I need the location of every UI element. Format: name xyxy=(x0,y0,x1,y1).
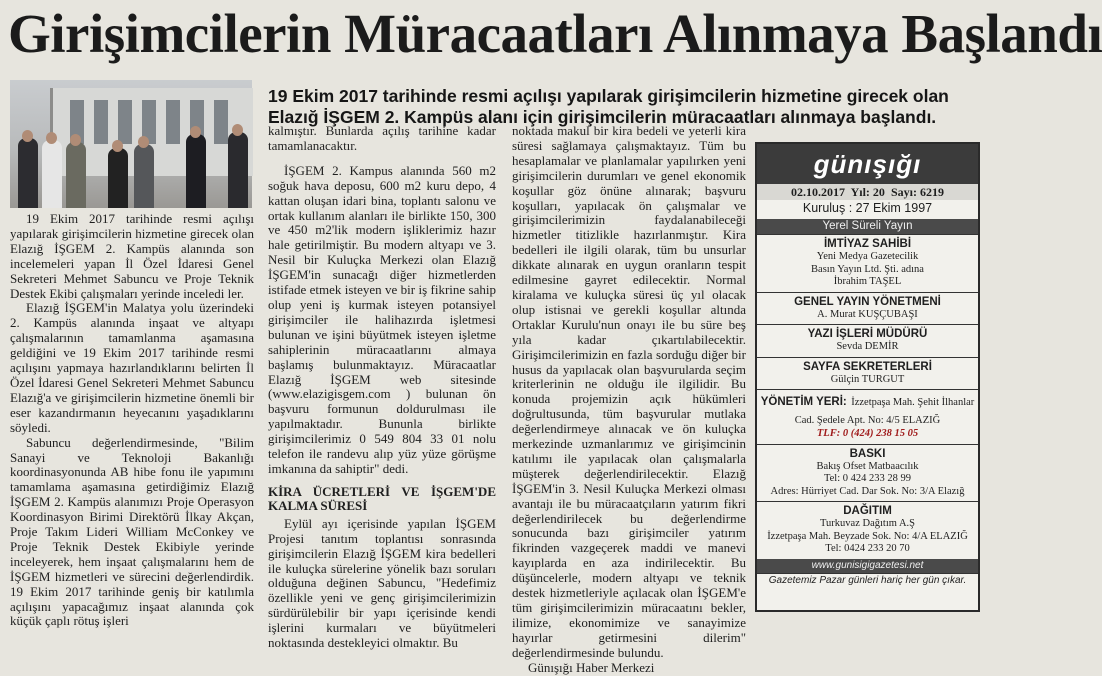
paragraph: kalmıştır. Bunlarda açılış tarihine kadar tamamlanacaktır. xyxy=(268,123,496,153)
section-heading: KİRA ÜCRETLERİ VE İŞGEM'DE KALMA SÜRESİ xyxy=(268,483,496,513)
photo-person xyxy=(18,138,38,208)
office-title: YÖNETİM YERİ: xyxy=(760,396,847,408)
photo-person-head xyxy=(190,126,201,138)
publication-note: Gazetemiz Pazar günleri hariç her gün çıkar. xyxy=(757,573,978,587)
photo-person-head xyxy=(70,134,81,146)
owner-line: Yeni Medya Gazetecilik xyxy=(816,251,919,262)
print-address: Adres: Hürriyet Cad. Dar Sok. No: 3/A Elazığ xyxy=(770,485,965,497)
paragraph: Sabuncu değerlendirmesinde, "Bilim Sanayi ve Teknoloji Bakanlığı koordinasyonunda AB hibe fonu ile yapımını tamamlama aşamasına getirdiğimiz Elazığ İŞGEM 2. Kampüs alanımızı Proje Operasyon Koordinasyon Birimi Direktörü İlkay Akçan, Proje Takım Lideri William McConkey ve Proje Teknik Destek Ekibiyle yerinde inceleyerek, hem inşaat çalışmalarını hem de İŞGEM hizmetleri ve sürecini değerlendirdik. 19 Ekim 2017 tarihinde geniş bir katılımla açılışını yapacağımız inşaat alanında çok küçük çaplı rötuş işleri xyxy=(10,434,254,629)
photo-window xyxy=(118,100,132,144)
masthead-box xyxy=(755,142,980,612)
website: www.gunisigigazetesi.net xyxy=(757,559,978,573)
page-secretary-section xyxy=(757,357,978,390)
page-secretary-title: SAYFA SEKRETERLERİ xyxy=(803,360,932,373)
editor-title: YAZI İŞLERİ MÜDÜRÜ xyxy=(807,328,928,340)
owner-section xyxy=(757,234,978,292)
issue-year: Yıl: 20 xyxy=(850,185,885,199)
photo-person xyxy=(186,134,206,208)
photo-window xyxy=(166,100,180,144)
news-photo xyxy=(10,80,252,208)
editor-section xyxy=(757,324,978,357)
byline: Günışığı Haber Merkezi xyxy=(528,659,655,675)
photo-person-head xyxy=(22,130,33,142)
distribution-phone: Tel: 0424 233 20 70 xyxy=(825,543,910,554)
photo-person xyxy=(134,144,154,208)
newspaper-logo: günışığı xyxy=(757,144,978,184)
issue-info xyxy=(757,184,978,200)
office-phone: TLF: 0 (424) 238 15 05 xyxy=(816,428,919,439)
general-manager-name: A. Murat KUŞÇUBAŞI xyxy=(817,308,918,320)
print-title: BASKI xyxy=(849,447,886,460)
editor-name: Sevda DEMİR xyxy=(836,341,899,352)
paragraph: İŞGEM 2. Kampus alanında 560 m2 soğuk hava deposu, 600 m2 kuru depo, 4 kattan oluşan idari bina, toplantı salonu ve ortak kullanım alanları ile birlikte 150, 300 ve 450 m2'lik modern işliklerimiz hazır hale getirilmiştir. Bu modern altyapı ve 3. Nesil bir Kuluçka Merkezi olan Elazığ İŞGEM'in sunacağı diğer hizmetlerden istifade etmek isteyen ve bir iş fikrine sahip olup yeni iş kurmak isteyen potansiyel girişimciler ile halihazırda işletmesi bulunan ve işini büyütmek isteyen işletme sahiplerinin müracaatlarını almaya başlamış bulunmaktayız. Müracaatlar Elazığ İŞGEM web sitesinde (www.elazigisgem.com ) bulunan ön başvuru formunun doldurulması ile yapılmaktadır. Bununla birlikte girişimcilerimiz 0 549 804 33 01 nolu telefon ile randevu alıp yüz yüze görüşme imkanına da sahiptir" dedi. xyxy=(268,162,496,476)
owner-line: Basın Yayın Ltd. Şti. adına xyxy=(811,263,924,275)
print-section xyxy=(757,444,978,502)
photo-person xyxy=(228,132,248,208)
article-column-2 xyxy=(268,123,496,651)
issue-number: Sayı: 6219 xyxy=(890,185,944,199)
photo-person xyxy=(108,148,128,208)
photo-person xyxy=(42,140,62,208)
general-manager-section xyxy=(757,292,978,325)
photo-person-head xyxy=(112,140,123,152)
photo-window xyxy=(214,100,228,144)
print-name: Bakış Ofset Matbaacılık xyxy=(816,460,919,472)
photo-person-head xyxy=(232,124,243,136)
distribution-section xyxy=(757,501,978,559)
print-phone: Tel: 0 424 233 28 99 xyxy=(823,473,912,484)
photo-window xyxy=(94,100,108,144)
subheadline: 19 Ekim 2017 tarihinde resmi açılışı yapılarak girişimcilerin hizmetine girecek olan Elazığ İŞGEM 2. Kampüs alanı için girişimcilerin müracaatları alınmaya başlandı. xyxy=(268,86,949,127)
photo-person-head xyxy=(138,136,149,148)
office-section xyxy=(757,389,978,444)
headline: Girişimcilerin Müracaatları Alınmaya Başlandı xyxy=(8,3,1102,64)
tagline: Yerel Süreli Yayın xyxy=(757,219,978,234)
photo-person-head xyxy=(46,132,57,144)
paragraph: Eylül ayı içerisinde yapılan İŞGEM Projesi tanıtım toplantısı sonrasında girişimcilerin Elazığ İŞGEM kira bedelleri ile kuluçka sürelerine yönelik bazı soruları olduğuna değinen Sabuncu, "Hedefimiz özellikle yeni ve genç girişimcilerimizin sürdürülebilir bir yapı içerisinde kendi işlerini kurmaları ve büyütmeleri noktasında destekleyici olmaktır. Bu xyxy=(268,515,496,651)
distribution-title: DAĞITIM xyxy=(843,505,892,517)
paragraph: 19 Ekim 2017 tarihinde resmi açılışı yapılarak girişimcilerin hizmetine girecek olan Elazığ İŞGEM 2. Kampüs alanında son incelemeleri yapan İl Özel İdaresi Genel Sekreteri Mehmet Sabuncu ve Proje Teknik Destek Ekibi çalışmaları yerinde inceledi ler. xyxy=(10,211,254,301)
page-secretary-name: Gülçin TURGUT xyxy=(830,373,905,385)
article-column-3 xyxy=(512,123,746,675)
issue-date: 02.10.2017 xyxy=(791,185,846,199)
distribution-name: Turkuvaz Dağıtım A.Ş xyxy=(820,518,915,529)
article-column-1 xyxy=(10,211,254,629)
owner-title: İMTİYAZ SAHİBİ xyxy=(823,238,912,250)
paragraph: noktada makul bir kira bedeli ve yeterli kira süresi sağlamaya çalışmaktayız. Tüm bu hesaplamalar ve planlamalar yapılırken yeni girişimcilerin durumları ve genel ekonomik koşullar göz önüne alınarak; başvuru koşulları, yapılacak ön çalışmalar ve girişimcilerimizin faydalanabileceği hizmetler titizlikle hazırlanmıştır. Kira bedelleri ile ilgili olarak, tüm bu unsurlar dikkate alınarak en uygun oranların tespit edilmesine gayret edilecektir. Normal kiralama ve kuluçka süresi üç yıl olacak olup istisnai ve gerekli koşullar altında Ortaklar Kurulu'nun onayı ile bu süre beş yıla kadar çıkartılabilecektir. Girişimcilerimizin en fazla sorduğu diğer bir husus da yapılacak olan başvurularda seçim kriterlerinin ne olduğu ile ilgilidir. Bu konuda projemizin açık hükümleri doğrultusunda, tüm başvurular mutlaka değerlendirmeye alınacak ve ön kuluçka merkezinde uzmanlarımız ve girişimcinin katılımı ile yapılacak olan çalışmalarla müşterek değerlendirilecektir. Elazığ İŞGEM'in 3. Nesil Kuluçka Merkezi olması avantajı ile bu müracaatçıların yatırım fikri değerlendirilecek bu değerlendirme sonucunda bazı girişimciler yatırım fikrinden vazgeçerek maddi ve manevi kayıplarda en aza indirilecektir. Bu düşüncelerle, modern altyapı ve teknik destek hizmetleriyle açılacak olan İŞGEM'e tüm girişimcilerimizin müracaatını bekler, ilimize, ekonomimize ve sanayimize hayırlar getirmesini dilerim" değerlendirmesinde bulundu. xyxy=(512,123,746,660)
photo-person xyxy=(66,142,86,208)
paragraph: Elazığ İŞGEM'in Malatya yolu üzerindeki 2. Kampüs alanında inşaat ve altyapı çalışmalarının tamamlanma aşamasına geldiğini ve 19 Ekim 2017 tarihinde resmi açılışını yapmaya hazırlandıklarını belirten İl Özel İdaresi Genel Sekreteri Mehmet Sabuncu Elazığ'a ve girişimcilerin hizmetine önemli bir eser kazandırmanın heyecanını yaşadıklarını söyledi. xyxy=(10,300,254,435)
distribution-address: İzzetpaşa Mah. Beyzade Sok. No: 4/A ELAZIĞ xyxy=(767,530,968,542)
owner-line: İbrahim TAŞEL xyxy=(833,276,902,287)
office-address: İzzetpaşa Mah. Şehit İlhanlar Cad. Şedele Apt. No: 4/5 ELAZIĞ xyxy=(794,397,975,426)
general-manager-title: GENEL YAYIN YÖNETMENİ xyxy=(794,295,941,308)
founded-date: Kuruluş : 27 Ekim 1997 xyxy=(802,201,933,215)
